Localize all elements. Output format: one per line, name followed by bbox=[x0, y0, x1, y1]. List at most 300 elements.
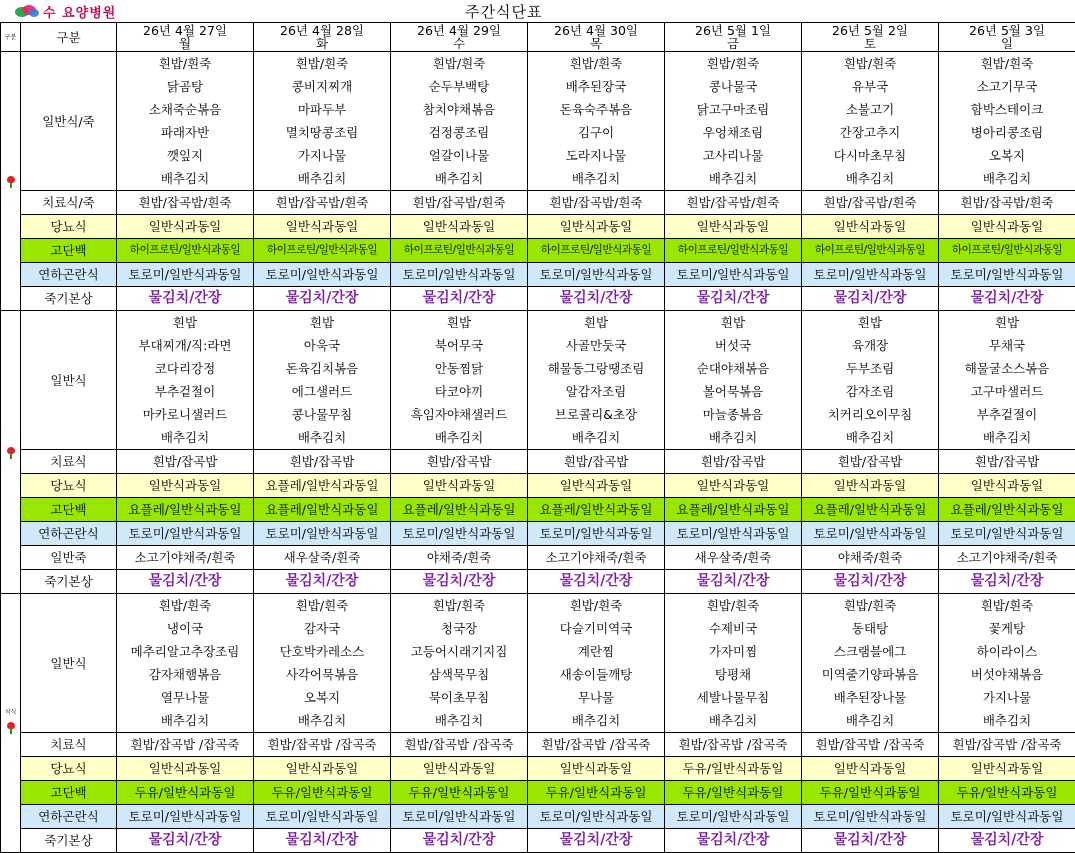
menu-cell: 일반식과동일 bbox=[117, 215, 254, 239]
menu-cell: 파래자반 bbox=[117, 121, 254, 144]
menu-cell: 감자채햄볶음 bbox=[117, 663, 254, 686]
menu-cell: 토로미/일반식과동일 bbox=[391, 805, 528, 829]
menu-cell: 하이프로틴/일반식과동일 bbox=[391, 239, 528, 263]
menu-cell: 물김치/간장 bbox=[528, 570, 665, 594]
flower-icon bbox=[6, 176, 16, 188]
menu-cell: 흰밥/잡곡밥 bbox=[939, 450, 1075, 474]
row-label: 당뇨식 bbox=[21, 757, 117, 781]
menu-cell: 물김치/간장 bbox=[665, 570, 802, 594]
dinner-row bbox=[1, 594, 1075, 618]
menu-cell: 도라지나물 bbox=[528, 144, 665, 167]
breakfast-row bbox=[1, 239, 1075, 263]
menu-cell: 코다리강정 bbox=[117, 357, 254, 380]
menu-cell: 마파두부 bbox=[254, 98, 391, 121]
menu-cell: 배추김치 bbox=[117, 167, 254, 191]
menu-cell: 배추김치 bbox=[391, 167, 528, 191]
row-label: 당뇨식 bbox=[21, 215, 117, 239]
menu-cell: 흰밥/흰죽 bbox=[254, 52, 391, 76]
lunch-row bbox=[1, 357, 1075, 380]
menu-cell: 요플레/일반식과동일 bbox=[254, 498, 391, 522]
menu-cell: 세발나물무침 bbox=[665, 686, 802, 709]
menu-cell: 물김치/간장 bbox=[665, 287, 802, 311]
menu-cell: 일반식과동일 bbox=[665, 474, 802, 498]
label-column-header: 구분 bbox=[21, 23, 117, 52]
menu-cell: 일반식과동일 bbox=[254, 215, 391, 239]
menu-cell: 물김치/간장 bbox=[254, 570, 391, 594]
day-header bbox=[391, 23, 528, 52]
menu-cell: 흰밥/잡곡밥/흰죽 bbox=[117, 191, 254, 215]
day-of-week: 수 bbox=[391, 37, 527, 50]
menu-cell: 물김치/간장 bbox=[117, 570, 254, 594]
lunch-side-cell bbox=[1, 311, 21, 594]
lunch-row bbox=[1, 522, 1075, 546]
menu-cell: 흰밥/흰죽 bbox=[802, 594, 939, 618]
menu-cell: 소불고기 bbox=[802, 98, 939, 121]
menu-cell: 일반식과동일 bbox=[391, 757, 528, 781]
menu-cell: 흰밥/잡곡밥/흰죽 bbox=[802, 191, 939, 215]
day-date: 26년 5월 2일 bbox=[802, 24, 938, 37]
menu-cell: 스크램블에그 bbox=[802, 640, 939, 663]
hospital-logo bbox=[14, 2, 116, 20]
menu-cell: 가자미찜 bbox=[665, 640, 802, 663]
row-label: 죽기본상 bbox=[21, 287, 117, 311]
menu-cell: 흰밥 bbox=[528, 311, 665, 335]
menu-cell: 배추김치 bbox=[802, 426, 939, 450]
row-label: 치료식 bbox=[21, 450, 117, 474]
menu-cell: 흰밥/흰죽 bbox=[528, 594, 665, 618]
menu-cell: 흰밥 bbox=[802, 311, 939, 335]
menu-cell: 배추김치 bbox=[254, 167, 391, 191]
menu-cell: 흰밥/잡곡밥 /잡곡죽 bbox=[939, 733, 1075, 757]
menu-cell: 콩비지찌개 bbox=[254, 75, 391, 98]
header-row bbox=[1, 23, 1075, 52]
menu-cell: 물김치/간장 bbox=[939, 287, 1075, 311]
row-label: 연하곤란식 bbox=[21, 805, 117, 829]
menu-cell: 흰밥/흰죽 bbox=[665, 594, 802, 618]
menu-cell: 흰밥/흰죽 bbox=[391, 52, 528, 76]
breakfast-side-cell bbox=[1, 52, 21, 311]
breakfast-row bbox=[1, 75, 1075, 98]
menu-cell: 흰밥/잡곡밥/흰죽 bbox=[665, 191, 802, 215]
menu-cell: 타코야끼 bbox=[391, 380, 528, 403]
menu-cell: 흰밥/흰죽 bbox=[254, 594, 391, 618]
lunch-row bbox=[1, 334, 1075, 357]
row-label: 치료식/죽 bbox=[21, 191, 117, 215]
breakfast-row bbox=[1, 263, 1075, 287]
menu-cell: 토로미/일반식과동일 bbox=[391, 522, 528, 546]
row-label: 고단백 bbox=[21, 498, 117, 522]
menu-cell: 물김치/간장 bbox=[802, 570, 939, 594]
menu-cell: 순대야채볶음 bbox=[665, 357, 802, 380]
menu-cell: 병아리콩조림 bbox=[939, 121, 1075, 144]
dinner-row bbox=[1, 757, 1075, 781]
menu-cell: 사각어묵볶음 bbox=[254, 663, 391, 686]
menu-cell: 얼갈이나물 bbox=[391, 144, 528, 167]
menu-cell: 멸치땅콩조림 bbox=[254, 121, 391, 144]
menu-cell: 오복지 bbox=[254, 686, 391, 709]
menu-cell: 흰밥/잡곡밥 /잡곡죽 bbox=[391, 733, 528, 757]
menu-cell: 고구마샐러드 bbox=[939, 380, 1075, 403]
dinner-row bbox=[1, 733, 1075, 757]
menu-cell: 북어무국 bbox=[391, 334, 528, 357]
breakfast-row bbox=[1, 287, 1075, 311]
menu-cell: 토로미/일반식과동일 bbox=[254, 805, 391, 829]
menu-cell: 흰밥/잡곡밥/흰죽 bbox=[528, 191, 665, 215]
menu-cell: 배추김치 bbox=[117, 709, 254, 733]
menu-cell: 토로미/일반식과동일 bbox=[802, 263, 939, 287]
menu-cell: 가지나물 bbox=[939, 686, 1075, 709]
day-header bbox=[939, 23, 1075, 52]
menu-cell: 두유/일반식과동일 bbox=[665, 757, 802, 781]
day-of-week: 월 bbox=[117, 37, 253, 50]
menu-cell: 흰밥/잡곡밥/흰죽 bbox=[939, 191, 1075, 215]
menu-cell: 유부국 bbox=[802, 75, 939, 98]
dinner-row bbox=[1, 640, 1075, 663]
menu-cell: 하이프로틴/일반식과동일 bbox=[939, 239, 1075, 263]
menu-cell: 흰밥 bbox=[117, 311, 254, 335]
menu-cell: 브로콜리&초장 bbox=[528, 403, 665, 426]
menu-cell: 꽃게탕 bbox=[939, 617, 1075, 640]
menu-cell: 안동찜닭 bbox=[391, 357, 528, 380]
menu-cell: 김구이 bbox=[528, 121, 665, 144]
corner-label: 구분 bbox=[1, 34, 20, 41]
menu-cell: 새송이들깨탕 bbox=[528, 663, 665, 686]
menu-cell: 일반식과동일 bbox=[939, 757, 1075, 781]
menu-cell: 닭곰탕 bbox=[117, 75, 254, 98]
menu-cell: 탕평채 bbox=[665, 663, 802, 686]
menu-cell: 메추리알고추장조림 bbox=[117, 640, 254, 663]
menu-cell: 새우살죽/흰죽 bbox=[665, 546, 802, 570]
menu-cell: 마늘종볶음 bbox=[665, 403, 802, 426]
lunch-row bbox=[1, 546, 1075, 570]
menu-cell: 돈육숙주볶음 bbox=[528, 98, 665, 121]
breakfast-row bbox=[1, 52, 1075, 76]
menu-cell: 소고기야채죽/흰죽 bbox=[528, 546, 665, 570]
menu-cell: 닭고구마조림 bbox=[665, 98, 802, 121]
menu-cell: 흰밥/잡곡밥 /잡곡죽 bbox=[117, 733, 254, 757]
row-label: 고단백 bbox=[21, 781, 117, 805]
flower-icon bbox=[6, 722, 16, 734]
row-label: 연하곤란식 bbox=[21, 263, 117, 287]
menu-cell: 물김치/간장 bbox=[254, 829, 391, 853]
menu-cell: 토로미/일반식과동일 bbox=[665, 263, 802, 287]
menu-cell: 고사리나물 bbox=[665, 144, 802, 167]
menu-cell: 배추김치 bbox=[254, 426, 391, 450]
menu-cell: 흰밥/잡곡밥 /잡곡죽 bbox=[254, 733, 391, 757]
day-of-week: 목 bbox=[528, 37, 664, 50]
day-of-week: 토 bbox=[802, 37, 938, 50]
menu-cell: 배추김치 bbox=[254, 709, 391, 733]
day-header bbox=[802, 23, 939, 52]
corner-cell bbox=[1, 23, 21, 52]
menu-cell: 흰밥/잡곡밥 bbox=[665, 450, 802, 474]
menu-cell: 배추김치 bbox=[939, 167, 1075, 191]
menu-cell: 마카로니샐러드 bbox=[117, 403, 254, 426]
menu-cell: 오복지 bbox=[939, 144, 1075, 167]
menu-cell: 토로미/일반식과동일 bbox=[117, 522, 254, 546]
menu-cell: 물김치/간장 bbox=[802, 829, 939, 853]
menu-cell: 일반식과동일 bbox=[528, 474, 665, 498]
menu-cell: 흰밥/잡곡밥/흰죽 bbox=[391, 191, 528, 215]
menu-cell: 토로미/일반식과동일 bbox=[665, 522, 802, 546]
row-label: 연하곤란식 bbox=[21, 522, 117, 546]
lunch-row bbox=[1, 474, 1075, 498]
menu-cell: 청국장 bbox=[391, 617, 528, 640]
lunch-row bbox=[1, 426, 1075, 450]
menu-cell: 흑임자야채샐러드 bbox=[391, 403, 528, 426]
menu-cell: 깻잎지 bbox=[117, 144, 254, 167]
row-label: 죽기본상 bbox=[21, 570, 117, 594]
weekly-menu-table bbox=[0, 22, 1075, 853]
menu-cell: 참치야채볶음 bbox=[391, 98, 528, 121]
menu-cell: 흰밥/잡곡밥 /잡곡죽 bbox=[665, 733, 802, 757]
day-header bbox=[665, 23, 802, 52]
menu-cell: 토로미/일반식과동일 bbox=[939, 805, 1075, 829]
menu-cell: 흰밥/잡곡밥/흰죽 bbox=[254, 191, 391, 215]
lunch-row bbox=[1, 498, 1075, 522]
menu-cell: 일반식과동일 bbox=[939, 474, 1075, 498]
menu-cell: 하이라이스 bbox=[939, 640, 1075, 663]
menu-cell: 소고기무국 bbox=[939, 75, 1075, 98]
menu-cell: 흰밥/흰죽 bbox=[117, 594, 254, 618]
menu-cell: 부추겉절이 bbox=[939, 403, 1075, 426]
day-date: 26년 4월 28일 bbox=[254, 24, 390, 37]
menu-cell: 두유/일반식과동일 bbox=[254, 781, 391, 805]
menu-cell: 볼어묵볶음 bbox=[665, 380, 802, 403]
menu-cell: 요플레/일반식과동일 bbox=[391, 498, 528, 522]
menu-cell: 토로미/일반식과동일 bbox=[254, 522, 391, 546]
breakfast-row bbox=[1, 215, 1075, 239]
row-label: 고단백 bbox=[21, 239, 117, 263]
menu-cell: 묵이초무침 bbox=[391, 686, 528, 709]
menu-cell: 토로미/일반식과동일 bbox=[802, 805, 939, 829]
menu-cell: 물김치/간장 bbox=[254, 287, 391, 311]
menu-cell: 물김치/간장 bbox=[117, 287, 254, 311]
menu-cell: 일반식과동일 bbox=[117, 757, 254, 781]
page-header bbox=[0, 0, 1075, 22]
menu-cell: 흰밥/잡곡밥 bbox=[117, 450, 254, 474]
meal-tag: 석식 bbox=[1, 709, 20, 716]
menu-cell: 콩나물국 bbox=[665, 75, 802, 98]
lunch-row bbox=[1, 311, 1075, 335]
menu-cell: 버섯국 bbox=[665, 334, 802, 357]
menu-cell: 간장고추지 bbox=[802, 121, 939, 144]
row-label: 일반식 bbox=[21, 594, 117, 733]
menu-cell: 일반식과동일 bbox=[802, 474, 939, 498]
dinner-row bbox=[1, 829, 1075, 853]
menu-cell: 흰밥/잡곡밥 bbox=[802, 450, 939, 474]
menu-cell: 일반식과동일 bbox=[665, 215, 802, 239]
menu-cell: 아욱국 bbox=[254, 334, 391, 357]
menu-cell: 물김치/간장 bbox=[802, 287, 939, 311]
menu-cell: 하이프로틴/일반식과동일 bbox=[802, 239, 939, 263]
menu-cell: 배추김치 bbox=[665, 709, 802, 733]
menu-cell: 물김치/간장 bbox=[117, 829, 254, 853]
menu-cell: 단호박카레소스 bbox=[254, 640, 391, 663]
menu-cell: 일반식과동일 bbox=[391, 215, 528, 239]
page-title: 주간식단표 bbox=[465, 1, 542, 22]
day-date: 26년 4월 29일 bbox=[391, 24, 527, 37]
menu-cell: 야채죽/흰죽 bbox=[391, 546, 528, 570]
row-label: 일반죽 bbox=[21, 546, 117, 570]
menu-cell: 일반식과동일 bbox=[528, 757, 665, 781]
menu-cell: 요플레/일반식과동일 bbox=[802, 498, 939, 522]
menu-cell: 일반식과동일 bbox=[939, 215, 1075, 239]
lunch-row bbox=[1, 450, 1075, 474]
menu-cell: 순두부백탕 bbox=[391, 75, 528, 98]
menu-cell: 배추된장나물 bbox=[802, 686, 939, 709]
menu-cell: 배추김치 bbox=[528, 709, 665, 733]
row-label: 당뇨식 bbox=[21, 474, 117, 498]
day-date: 26년 4월 30일 bbox=[528, 24, 664, 37]
flower-icon bbox=[6, 447, 16, 459]
menu-cell: 배추김치 bbox=[391, 426, 528, 450]
menu-cell: 물김치/간장 bbox=[939, 829, 1075, 853]
menu-cell: 치커리오이무침 bbox=[802, 403, 939, 426]
menu-cell: 두부조림 bbox=[802, 357, 939, 380]
menu-cell: 소고기야채죽/흰죽 bbox=[939, 546, 1075, 570]
menu-cell: 흰밥/잡곡밥 bbox=[391, 450, 528, 474]
menu-cell: 콩나물무침 bbox=[254, 403, 391, 426]
day-date: 26년 5월 1일 bbox=[665, 24, 801, 37]
menu-cell: 요플레/일반식과동일 bbox=[939, 498, 1075, 522]
menu-cell: 하이프로틴/일반식과동일 bbox=[528, 239, 665, 263]
day-of-week: 금 bbox=[665, 37, 801, 50]
menu-cell: 고등어시래기지짐 bbox=[391, 640, 528, 663]
menu-cell: 가지나물 bbox=[254, 144, 391, 167]
dinner-side-cell bbox=[1, 594, 21, 853]
menu-cell: 흰밥/흰죽 bbox=[117, 52, 254, 76]
menu-cell: 배추김치 bbox=[528, 167, 665, 191]
menu-cell: 다슬기미역국 bbox=[528, 617, 665, 640]
menu-cell: 배추김치 bbox=[391, 709, 528, 733]
menu-cell: 배추된장국 bbox=[528, 75, 665, 98]
menu-cell: 소채죽순볶음 bbox=[117, 98, 254, 121]
menu-cell: 알감자조림 bbox=[528, 380, 665, 403]
row-label: 일반식 bbox=[21, 311, 117, 450]
menu-cell: 두유/일반식과동일 bbox=[117, 781, 254, 805]
menu-cell: 흰밥 bbox=[939, 311, 1075, 335]
menu-cell: 요플레/일반식과동일 bbox=[665, 498, 802, 522]
menu-cell: 물김치/간장 bbox=[528, 287, 665, 311]
dinner-row bbox=[1, 805, 1075, 829]
menu-cell: 배추김치 bbox=[665, 167, 802, 191]
menu-cell: 우엉채조림 bbox=[665, 121, 802, 144]
menu-cell: 흰밥/잡곡밥 bbox=[528, 450, 665, 474]
menu-cell: 흰밥/흰죽 bbox=[528, 52, 665, 76]
menu-cell: 토로미/일반식과동일 bbox=[117, 805, 254, 829]
menu-cell: 부추겉절이 bbox=[117, 380, 254, 403]
menu-cell: 일반식과동일 bbox=[802, 757, 939, 781]
menu-cell: 해물굴소스볶음 bbox=[939, 357, 1075, 380]
menu-cell: 버섯야채볶음 bbox=[939, 663, 1075, 686]
menu-cell: 물김치/간장 bbox=[665, 829, 802, 853]
menu-cell: 흰밥/흰죽 bbox=[802, 52, 939, 76]
menu-cell: 다시마초무침 bbox=[802, 144, 939, 167]
menu-cell: 일반식과동일 bbox=[254, 757, 391, 781]
menu-cell: 토로미/일반식과동일 bbox=[528, 263, 665, 287]
menu-cell: 배추김치 bbox=[665, 426, 802, 450]
day-of-week: 일 bbox=[939, 37, 1075, 50]
menu-cell: 함박스테이크 bbox=[939, 98, 1075, 121]
menu-cell: 배추김치 bbox=[802, 167, 939, 191]
menu-cell: 흰밥/흰죽 bbox=[939, 594, 1075, 618]
menu-cell: 야채죽/흰죽 bbox=[802, 546, 939, 570]
menu-cell: 감자국 bbox=[254, 617, 391, 640]
menu-cell: 일반식과동일 bbox=[528, 215, 665, 239]
menu-cell: 계란찜 bbox=[528, 640, 665, 663]
menu-cell: 일반식과동일 bbox=[391, 474, 528, 498]
lunch-row bbox=[1, 380, 1075, 403]
breakfast-row bbox=[1, 191, 1075, 215]
menu-cell: 흰밥 bbox=[665, 311, 802, 335]
menu-cell: 토로미/일반식과동일 bbox=[117, 263, 254, 287]
menu-cell: 토로미/일반식과동일 bbox=[939, 522, 1075, 546]
dinner-row bbox=[1, 663, 1075, 686]
menu-cell: 물김치/간장 bbox=[391, 829, 528, 853]
menu-cell: 에그샐러드 bbox=[254, 380, 391, 403]
hospital-name: 수 요양병원 bbox=[43, 2, 116, 21]
menu-cell: 물김치/간장 bbox=[939, 570, 1075, 594]
hospital-logo-mark-icon bbox=[14, 3, 40, 19]
row-label: 치료식 bbox=[21, 733, 117, 757]
menu-cell: 두유/일반식과동일 bbox=[939, 781, 1075, 805]
menu-cell: 물김치/간장 bbox=[528, 829, 665, 853]
menu-cell: 무나물 bbox=[528, 686, 665, 709]
menu-cell: 검정콩조림 bbox=[391, 121, 528, 144]
menu-cell: 두유/일반식과동일 bbox=[665, 781, 802, 805]
menu-cell: 배추김치 bbox=[939, 709, 1075, 733]
menu-cell: 배추김치 bbox=[528, 426, 665, 450]
row-label: 죽기본상 bbox=[21, 829, 117, 853]
menu-cell: 배추김치 bbox=[802, 709, 939, 733]
menu-cell: 흰밥/잡곡밥 /잡곡죽 bbox=[528, 733, 665, 757]
menu-cell: 새우살죽/흰죽 bbox=[254, 546, 391, 570]
row-label: 일반식/죽 bbox=[21, 52, 117, 191]
menu-cell: 냉이국 bbox=[117, 617, 254, 640]
menu-cell: 흰밥/흰죽 bbox=[939, 52, 1075, 76]
menu-cell: 흰밥 bbox=[254, 311, 391, 335]
menu-cell: 요플레/일반식과동일 bbox=[117, 498, 254, 522]
menu-cell: 감자조림 bbox=[802, 380, 939, 403]
menu-cell: 하이프로틴/일반식과동일 bbox=[254, 239, 391, 263]
menu-cell: 흰밥/잡곡밥 bbox=[254, 450, 391, 474]
menu-cell: 일반식과동일 bbox=[117, 474, 254, 498]
menu-cell: 두유/일반식과동일 bbox=[802, 781, 939, 805]
menu-cell: 소고기야채죽/흰죽 bbox=[117, 546, 254, 570]
menu-cell: 토로미/일반식과동일 bbox=[528, 805, 665, 829]
breakfast-row bbox=[1, 144, 1075, 167]
menu-cell: 두유/일반식과동일 bbox=[391, 781, 528, 805]
menu-cell: 일반식과동일 bbox=[802, 215, 939, 239]
menu-cell: 흰밥/잡곡밥 /잡곡죽 bbox=[802, 733, 939, 757]
menu-cell: 토로미/일반식과동일 bbox=[391, 263, 528, 287]
dinner-row bbox=[1, 709, 1075, 733]
day-header bbox=[528, 23, 665, 52]
menu-cell: 삼색묵무침 bbox=[391, 663, 528, 686]
menu-cell: 요플레/일반식과동일 bbox=[254, 474, 391, 498]
menu-cell: 토로미/일반식과동일 bbox=[254, 263, 391, 287]
menu-cell: 토로미/일반식과동일 bbox=[665, 805, 802, 829]
menu-cell: 미역줄기양파볶음 bbox=[802, 663, 939, 686]
breakfast-row bbox=[1, 121, 1075, 144]
dinner-row bbox=[1, 686, 1075, 709]
menu-cell: 배추김치 bbox=[117, 426, 254, 450]
day-of-week: 화 bbox=[254, 37, 390, 50]
menu-cell: 육개장 bbox=[802, 334, 939, 357]
menu-cell: 동태탕 bbox=[802, 617, 939, 640]
menu-cell: 해물동그랑땡조림 bbox=[528, 357, 665, 380]
